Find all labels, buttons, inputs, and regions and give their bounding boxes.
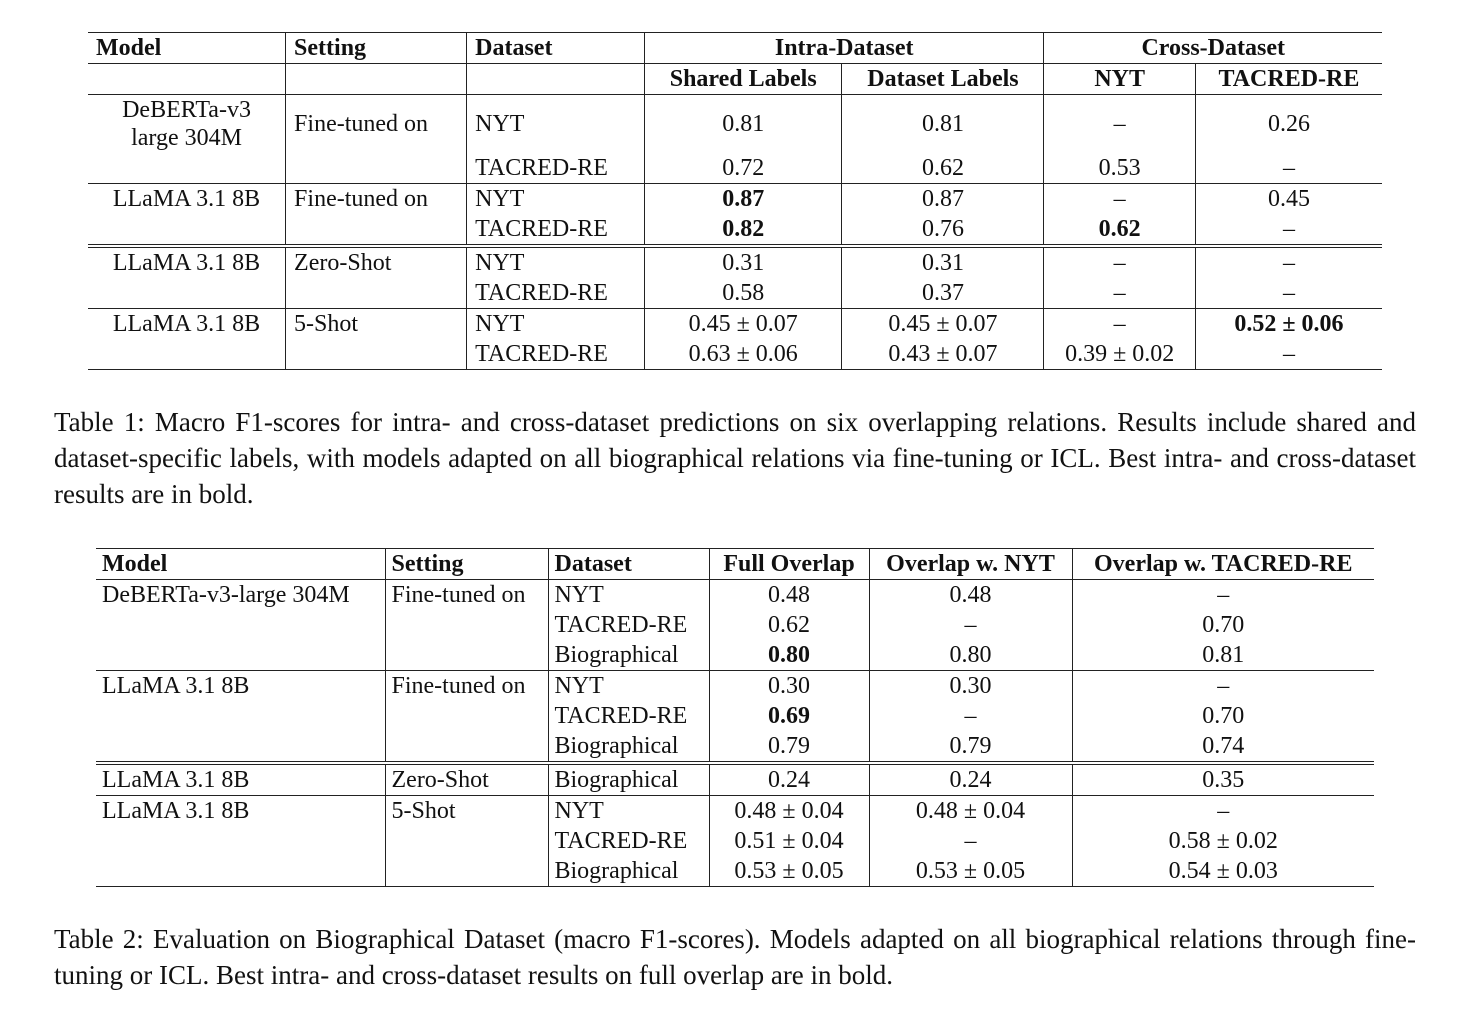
header-tacred-re: TACRED-RE [1195, 64, 1382, 95]
table-2-caption: Table 2: Evaluation on Biographical Dataset (macro F1-scores). Models adapted on all biographical relations through fine-tuning or ICL. Best intra- and cross-dataset results on full overlap are in bold. [54, 924, 1416, 990]
value-cell: 0.70 [1072, 610, 1374, 640]
dataset-cell: NYT [467, 309, 645, 340]
value-cell: 0.53 ± 0.05 [869, 856, 1072, 887]
model-cell: LLaMA 3.1 8B [102, 798, 250, 824]
table-2 [96, 548, 1374, 887]
header-intra-dataset: Intra-Dataset [644, 33, 1043, 64]
dataset-cell: TACRED-RE [548, 610, 709, 640]
dataset-cell: Biographical [548, 640, 709, 671]
value-cell: – [1044, 278, 1195, 309]
setting-cell: Fine-tuned on [385, 671, 548, 702]
value-cell-bold: 0.52 ± 0.06 [1195, 309, 1382, 340]
dataset-cell: NYT [467, 246, 645, 278]
value-cell: 0.74 [1072, 731, 1374, 763]
value-cell: 0.62 [709, 610, 869, 640]
value-cell: 0.39 ± 0.02 [1044, 339, 1195, 370]
table-row [96, 671, 1374, 702]
value-cell-bold: 0.80 [709, 640, 869, 671]
table-row [88, 214, 1382, 246]
table-row [88, 278, 1382, 309]
value-cell: 0.54 ± 0.03 [1072, 856, 1374, 887]
value-cell: – [1072, 671, 1374, 702]
header-blank [286, 64, 467, 95]
value-cell: – [1072, 796, 1374, 827]
value-cell: – [1195, 278, 1382, 309]
value-cell: 0.31 [644, 246, 842, 278]
value-cell: 0.30 [709, 671, 869, 702]
value-cell-bold: 0.69 [709, 701, 869, 731]
model-cell: LLaMA 3.1 8B [112, 311, 261, 337]
model-cell: DeBERTa-v3-large 304M [102, 582, 350, 608]
dataset-cell: NYT [467, 95, 645, 154]
dataset-cell: Biographical [548, 856, 709, 887]
value-cell: 0.53 [1044, 153, 1195, 184]
table-row [88, 339, 1382, 370]
model-name-line: DeBERTa-v3 [122, 97, 251, 123]
table-row [96, 610, 1374, 640]
table-2-header-row [96, 549, 1374, 580]
header-shared-labels: Shared Labels [644, 64, 842, 95]
setting-cell: Fine-tuned on [286, 95, 467, 154]
value-cell: 0.72 [644, 153, 842, 184]
value-cell: 0.26 [1195, 95, 1382, 154]
dataset-cell: TACRED-RE [548, 701, 709, 731]
model-cell: LLaMA 3.1 8B [102, 673, 250, 699]
dataset-cell: NYT [467, 184, 645, 215]
header-overlap-tacred: Overlap w. TACRED-RE [1072, 549, 1374, 580]
header-overlap-nyt: Overlap w. NYT [869, 549, 1072, 580]
header-dataset-labels: Dataset Labels [842, 64, 1044, 95]
value-cell: 0.30 [869, 671, 1072, 702]
value-cell: 0.37 [842, 278, 1044, 309]
header-cross-dataset: Cross-Dataset [1044, 33, 1382, 64]
table-row [88, 153, 1382, 184]
table-row [96, 580, 1374, 611]
value-cell: 0.48 [709, 580, 869, 611]
value-cell: – [1044, 95, 1195, 154]
value-cell: – [1195, 153, 1382, 184]
table-1-header-row-1 [88, 33, 1382, 64]
value-cell: – [1044, 309, 1195, 340]
value-cell: – [1195, 214, 1382, 246]
value-cell: – [869, 701, 1072, 731]
model-cell [88, 95, 286, 154]
value-cell: 0.58 [644, 278, 842, 309]
table-row [96, 763, 1374, 796]
value-cell: 0.35 [1072, 763, 1374, 796]
setting-cell: 5-Shot [286, 309, 467, 340]
value-cell: 0.53 ± 0.05 [709, 856, 869, 887]
value-cell: 0.81 [1072, 640, 1374, 671]
value-cell-bold: 0.82 [644, 214, 842, 246]
value-cell: 0.81 [644, 95, 842, 154]
dataset-cell: NYT [548, 580, 709, 611]
table-row [96, 640, 1374, 671]
value-cell: 0.70 [1072, 701, 1374, 731]
value-cell: – [1072, 580, 1374, 611]
dataset-cell: NYT [548, 671, 709, 702]
value-cell: 0.80 [869, 640, 1072, 671]
value-cell: 0.79 [869, 731, 1072, 763]
value-cell: – [869, 610, 1072, 640]
value-cell: 0.48 ± 0.04 [869, 796, 1072, 827]
model-name-line: large 304M [131, 125, 242, 151]
value-cell: 0.62 [842, 153, 1044, 184]
value-cell: – [1044, 246, 1195, 278]
header-full-overlap: Full Overlap [709, 549, 869, 580]
dataset-cell: TACRED-RE [467, 278, 645, 309]
table-1 [88, 32, 1382, 370]
table-row [96, 731, 1374, 763]
dataset-cell: NYT [548, 796, 709, 827]
header-nyt: NYT [1044, 64, 1195, 95]
dataset-cell: Biographical [548, 763, 709, 796]
header-setting: Setting [385, 549, 548, 580]
header-model: Model [96, 35, 162, 61]
setting-cell: Fine-tuned on [286, 184, 467, 215]
value-cell: 0.87 [842, 184, 1044, 215]
dataset-cell: TACRED-RE [467, 339, 645, 370]
table-row [96, 701, 1374, 731]
header-setting: Setting [286, 33, 467, 64]
header-dataset: Dataset [548, 549, 709, 580]
setting-cell: Zero-Shot [385, 763, 548, 796]
value-cell: 0.45 ± 0.07 [644, 309, 842, 340]
header-blank [88, 64, 286, 95]
value-cell: 0.24 [869, 763, 1072, 796]
dataset-cell: TACRED-RE [467, 214, 645, 246]
value-cell: 0.48 ± 0.04 [709, 796, 869, 827]
value-cell: 0.63 ± 0.06 [644, 339, 842, 370]
value-cell: 0.48 [869, 580, 1072, 611]
value-cell: – [1195, 339, 1382, 370]
table-row [96, 826, 1374, 856]
header-blank [467, 64, 645, 95]
model-cell: LLaMA 3.1 8B [112, 186, 261, 212]
table-row [88, 95, 1382, 154]
value-cell: 0.51 ± 0.04 [709, 826, 869, 856]
value-cell-bold: 0.62 [1044, 214, 1195, 246]
value-cell: 0.43 ± 0.07 [842, 339, 1044, 370]
model-cell: LLaMA 3.1 8B [112, 250, 261, 276]
value-cell: – [1044, 184, 1195, 215]
value-cell: 0.76 [842, 214, 1044, 246]
value-cell: 0.31 [842, 246, 1044, 278]
table-row [88, 246, 1382, 278]
table-1-caption: Table 1: Macro F1-scores for intra- and cross-dataset predictions on six overlapping relations. Results include shared and dataset-specific labels, with models adapted on all biographical relations via fine-tuning or ICL. Best intra- and cross-dataset results are in bold. [54, 407, 1416, 509]
table-row [88, 309, 1382, 340]
value-cell: – [869, 826, 1072, 856]
table-row [96, 856, 1374, 887]
setting-cell: 5-Shot [385, 796, 548, 827]
value-cell: 0.58 ± 0.02 [1072, 826, 1374, 856]
dataset-cell: TACRED-RE [548, 826, 709, 856]
table-1-header-row-2 [88, 64, 1382, 95]
dataset-cell: Biographical [548, 731, 709, 763]
dataset-cell: TACRED-RE [467, 153, 645, 184]
value-cell: 0.45 [1195, 184, 1382, 215]
value-cell: 0.45 ± 0.07 [842, 309, 1044, 340]
value-cell: 0.81 [842, 95, 1044, 154]
value-cell: – [1195, 246, 1382, 278]
header-dataset: Dataset [467, 33, 645, 64]
value-cell: 0.79 [709, 731, 869, 763]
value-cell-bold: 0.87 [644, 184, 842, 215]
table-row [88, 184, 1382, 215]
value-cell: 0.24 [709, 763, 869, 796]
table-row [96, 796, 1374, 827]
setting-cell: Zero-Shot [286, 246, 467, 278]
header-model: Model [102, 551, 168, 577]
model-cell: LLaMA 3.1 8B [102, 767, 250, 793]
setting-cell: Fine-tuned on [385, 580, 548, 611]
